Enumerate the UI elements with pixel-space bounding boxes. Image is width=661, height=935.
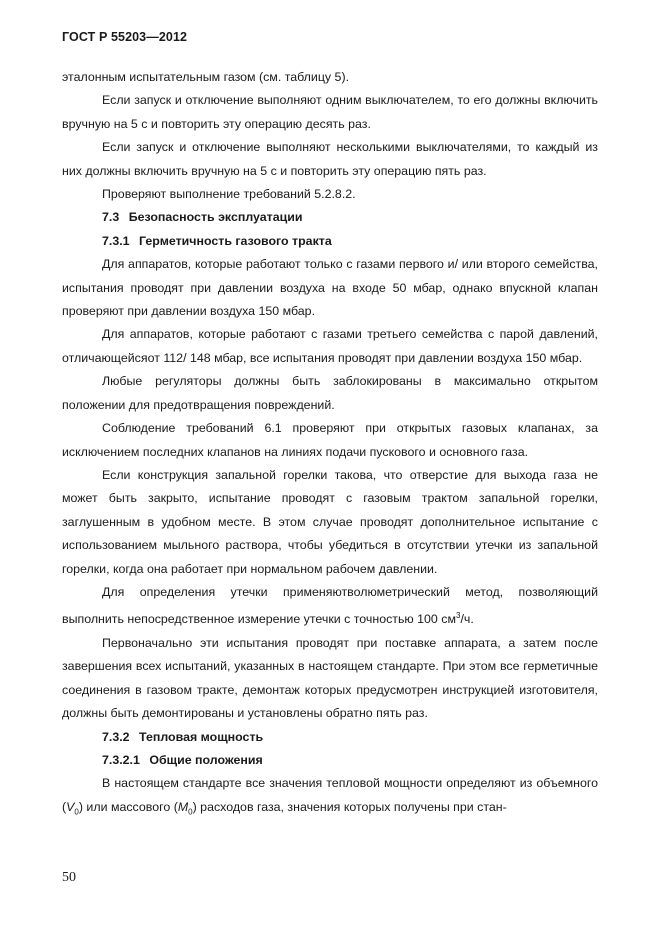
section-number: 7.3.2 <box>102 729 130 744</box>
subscript: 0 <box>188 807 193 817</box>
paragraph: Если запуск и отключение выполняют несколькими выключателями, то каждый из них должны включить вручную на 5 с и повторить эту операцию пять раз. <box>62 140 598 178</box>
paragraph-text: Для определения утечки применяютволюметрический метод, позволяющий выполнить непосредственное измерение утечки с точностью 100 см <box>62 584 598 627</box>
paragraph <box>62 772 598 823</box>
section-number: 7.3.1 <box>102 233 130 248</box>
variable-v: V <box>66 799 75 814</box>
paragraph <box>62 581 598 632</box>
paragraph: Для аппаратов, которые работают только с газами первого и/ или второго семейства, испытания проводят при давлении воздуха на входе 50 мбар, однако впускной клапан проверяют при давлении воздуха 150 мбар. <box>62 257 598 319</box>
section-title: Герметичность газового тракта <box>139 233 332 248</box>
section-title: Общие положения <box>149 752 263 767</box>
paragraph: Если запуск и отключение выполняют одним выключателем, то его должны включить вручную на 5 с и повторить эту операцию десять раз. <box>62 93 598 131</box>
paragraph: Любые регуляторы должны быть заблокированы в максимально открытом положении для предотвращения повреждений. <box>62 374 598 412</box>
subscript: 0 <box>74 807 79 817</box>
paragraph-text: /ч. <box>460 612 474 627</box>
section-title: Безопасность эксплуатации <box>128 210 303 225</box>
document-header: ГОСТ Р 55203—2012 <box>62 30 188 44</box>
paragraph: Соблюдение требований 6.1 проверяют при открытых газовых клапанах, за исключением последних клапанов на линиях подачи пускового и основного газа. <box>62 421 598 459</box>
section-number: 7.3 <box>102 210 120 225</box>
paragraph: эталонным испытательным газом (см. таблицу 5). <box>62 70 350 84</box>
paragraph-text: ) или массового ( <box>78 799 178 814</box>
paragraph: Для аппаратов, которые работают с газами третьего семейства с парой давлений, отличающейсяот 112/ 148 мбар, все испытания проводят при давлении воздуха 150 мбар. <box>62 327 598 365</box>
paragraph: Проверяют выполнение требований 5.2.8.2. <box>102 187 356 202</box>
superscript: 3 <box>455 611 461 621</box>
section-number: 7.3.2.1 <box>102 752 140 767</box>
section-title: Тепловая мощность <box>139 729 264 744</box>
section-heading-7-3 <box>62 206 598 229</box>
page-number: 50 <box>62 870 76 885</box>
paragraph-text: В настоящем стандарте все значения тепловой мощности определяют из объемного ( <box>62 776 598 814</box>
section-heading-7-3-2-1 <box>62 749 598 772</box>
section-heading-7-3-1 <box>62 230 598 253</box>
section-heading-7-3-2 <box>62 726 598 749</box>
paragraph-text: ) расходов газа, значения которых получены при стан- <box>192 799 507 814</box>
page-body <box>62 66 598 824</box>
paragraph: Если конструкция запальной горелки такова, что отверстие для выхода газа не может быть закрыто, испытание проводят с газовым трактом запальной горелки, заглушенным в удобном месте. В этом случае проводят дополнительное испытание с использованием мыльного раствора, чтобы убедиться в отсутствии утечки из запальной горелки, когда она работает при нормальном рабочем давлении. <box>62 467 598 576</box>
variable-m: M <box>177 799 189 814</box>
paragraph: Первоначально эти испытания проводят при поставке аппарата, а затем после завершения всех испытаний, указанных в настоящем стандарте. При этом все герметичные соединения в газовом тракте, демонтаж которых предусмотрен инструкцией изготовителя, должны быть демонтированы и установлены обратно пять раз. <box>62 635 598 721</box>
